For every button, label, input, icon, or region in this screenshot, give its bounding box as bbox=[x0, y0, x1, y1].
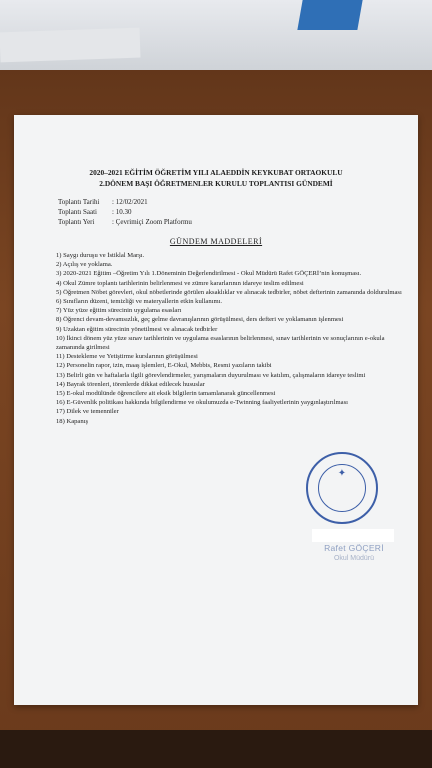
agenda-item: 16) E-Güvenlik politikası hakkında bilgilendirme ve okulumuzda e-Twinning faaliyetlerinin yaygınlaştırılması bbox=[56, 399, 348, 407]
agenda-list bbox=[56, 251, 402, 426]
agenda-item: 5) Öğretmen Nöbet görevleri, okul nöbetlerinde görülen aksaklıklar ve alınacak tedbirler, nöbet defterinin zamanında doldurulması bbox=[56, 288, 402, 296]
signatory-title: Okul Müdürü bbox=[333, 555, 375, 562]
agenda-item: 17) Dilek ve temenniler bbox=[56, 408, 119, 416]
agenda-item: 11) Destekleme ve Yetiştirme kurslarının görüşülmesi bbox=[56, 353, 198, 361]
background-sheet bbox=[0, 28, 140, 63]
meeting-place-row bbox=[58, 217, 192, 227]
title-line-2: 2.DÖNEM BAŞI ÖĞRETMENLER KURULU TOPLANTISI GÜNDEMİ bbox=[99, 179, 333, 188]
agenda-item: 9) Uzaktan eğitim sürecinin yönetilmesi ve alınacak tedbirler bbox=[56, 325, 218, 333]
agenda-item: 7) Yüz yüze eğitim sürecinin uygulama esasları bbox=[56, 307, 182, 315]
document-page bbox=[14, 115, 418, 705]
desk-edge bbox=[0, 730, 432, 768]
agenda-item: 3) 2020-2021 Eğitim –Öğretim Yılı 1.Döneminin Değerlendirilmesi - Okul Müdürü Rafet GÖÇERİ’nin konuşması. bbox=[56, 270, 362, 278]
title-line-1: 2020–2021 EĞİTİM ÖĞRETİM YILI ALAEDDİN KEYKUBAT ORTAOKULU bbox=[89, 168, 343, 177]
meeting-place-value: : Çevrimiçi Zoom Platformu bbox=[112, 218, 192, 226]
agenda-item: 18) Kapanış bbox=[56, 417, 89, 425]
meeting-time-value: : 10.30 bbox=[112, 208, 132, 216]
official-seal bbox=[306, 452, 378, 524]
agenda-item: 6) Sınıfların düzeni, temizliği ve materyallerin etkin kullanımı. bbox=[56, 298, 223, 306]
agenda-item: 4) Okul Zümre toplantı tarihlerinin belirlenmesi ve zümre kararlarının idareye teslim edilmesi bbox=[56, 279, 304, 287]
agenda-item: 15) E-okul modülünde öğrencilere ait eksik bilgilerin tamamlanarak güncellenmesi bbox=[56, 390, 276, 398]
redacted-signature bbox=[312, 529, 394, 542]
agenda-item: 1) Saygı duruşu ve İstiklal Marşı. bbox=[56, 252, 145, 259]
agenda-heading: GÜNDEM MADDELERİ bbox=[169, 237, 263, 246]
agenda-item: 8) Öğrenci devam-devamsızlık, geç gelme davranışlarının görüşülmesi, ders defteri ve yoklamanın işlenmesi bbox=[56, 316, 344, 324]
document-title bbox=[34, 167, 398, 189]
meeting-date-value: : 12/02/2021 bbox=[112, 198, 148, 206]
meeting-date-label: Toplantı Tarihi bbox=[58, 198, 100, 206]
blue-folder bbox=[297, 0, 362, 30]
seal-emblem-icon: ✦ bbox=[337, 468, 347, 479]
agenda-item: 12) Personelin rapor, izin, maaş işlemleri, E-Okul, Mebbis, Resmi yazıların takibi bbox=[56, 362, 272, 370]
agenda-item: 10) İkinci dönem yüz yüze sınav tarihlerinin ve uygulama esaslarının belirlenmesi, sınav tarihlerinin ve sonuçlarının e-okula zamanında girilmesi bbox=[56, 334, 385, 352]
agenda-item: 2) Açılış ve yoklama. bbox=[56, 261, 113, 269]
meeting-date-row bbox=[58, 197, 192, 207]
meeting-place-label: Toplantı Yeri bbox=[58, 218, 95, 226]
agenda-item: 14) Bayrak törenleri, törenlerde dikkat edilecek hususlar bbox=[56, 380, 205, 388]
meeting-time-label: Toplantı Saati bbox=[58, 208, 97, 216]
signatory-name: Rafet GÖÇERİ bbox=[324, 543, 384, 553]
meeting-info bbox=[58, 197, 192, 227]
agenda-item: 13) Belirli gün ve haftalarla ilgili görevlendirmeler, yarışmaların duyurulması ve katılım, çalışmaların idareye teslimi bbox=[56, 371, 366, 379]
meeting-time-row bbox=[58, 207, 192, 217]
